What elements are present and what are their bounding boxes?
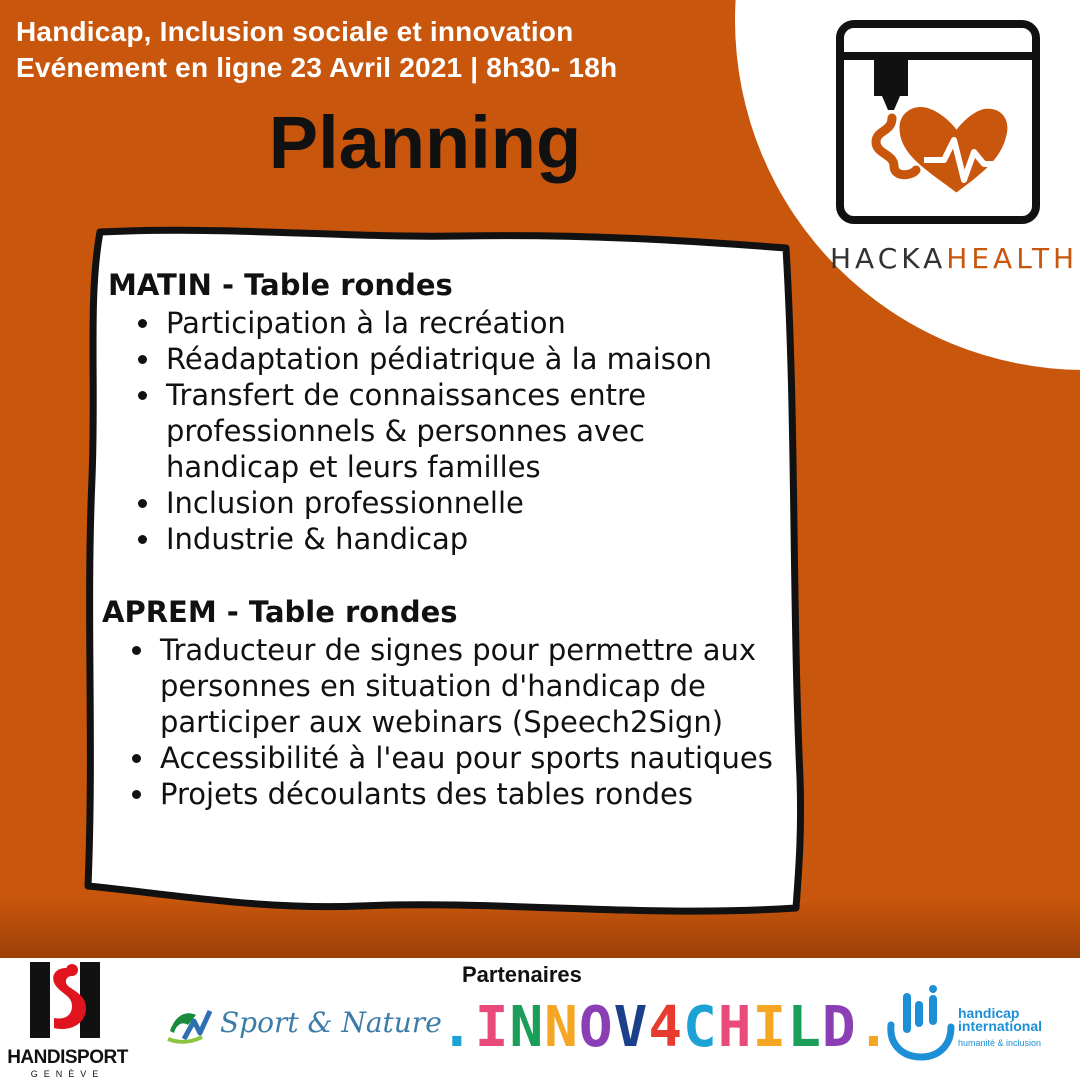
sport-nature-icon <box>166 1003 212 1045</box>
list-item: Industrie & handicap <box>132 521 782 557</box>
partners-title: Partenaires <box>462 962 582 987</box>
event-date: Evénement en ligne 23 Avril 2021 | 8h30- 18h <box>16 52 618 83</box>
list-item: Inclusion professionnelle <box>132 485 782 521</box>
planning-card <box>80 218 820 918</box>
innov4child-char: N <box>509 995 545 1060</box>
list-item: Traducteur de signes pour permettre aux personnes en situation d'handicap de participer aux webinars (Speech2Sign) <box>126 632 786 740</box>
handicap-international-logo: handicap international <box>958 1005 1043 1034</box>
innov4child-char: . <box>440 995 475 1060</box>
aprem-section-title: APREM - Table rondes <box>102 595 458 629</box>
list-item: Projets découlants des tables rondes <box>126 776 786 812</box>
innov4child-char: . <box>856 995 892 1060</box>
event-title: Handicap, Inclusion sociale et innovation <box>16 16 574 47</box>
list-item: Accessibilité à l'eau pour sports nautiques <box>126 740 786 776</box>
page-title: Planning <box>268 101 582 184</box>
innov4child-char: O <box>578 995 614 1060</box>
sport-nature-logo: Sport & Nature <box>220 1006 442 1039</box>
hackahealth-wordmark: HACKAHEALTH <box>830 242 1079 275</box>
list-item: Participation à la recréation <box>132 305 782 341</box>
handicap-international-tagline: humanité & inclusion <box>958 1038 1042 1048</box>
hackahealth-logo-icon <box>836 20 1040 224</box>
innov4child-char: N <box>544 995 579 1060</box>
innov4child-char: I <box>474 995 510 1060</box>
handicap-international-icon <box>885 985 955 1061</box>
list-item: Transfert de connaissances entre professionnels & personnes avec handicap et leurs familles <box>132 377 782 485</box>
list-item: Réadaptation pédiatrique à la maison <box>132 341 782 377</box>
handisport-name: HANDISPORT <box>7 1047 128 1068</box>
innov4child-char: L <box>787 995 822 1060</box>
innov4child-char: C <box>683 995 718 1060</box>
handisport-subtitle: GENÈVE <box>30 1069 105 1079</box>
innov4child-char: I <box>752 995 788 1060</box>
matin-section-title: MATIN - Table rondes <box>108 268 453 302</box>
innov4child-char: H <box>717 995 753 1060</box>
innov4child-char: 4 <box>648 995 684 1060</box>
innov4child-char: V <box>613 995 649 1060</box>
innov4child-logo <box>440 995 891 1060</box>
innov4child-char: D <box>821 995 857 1060</box>
